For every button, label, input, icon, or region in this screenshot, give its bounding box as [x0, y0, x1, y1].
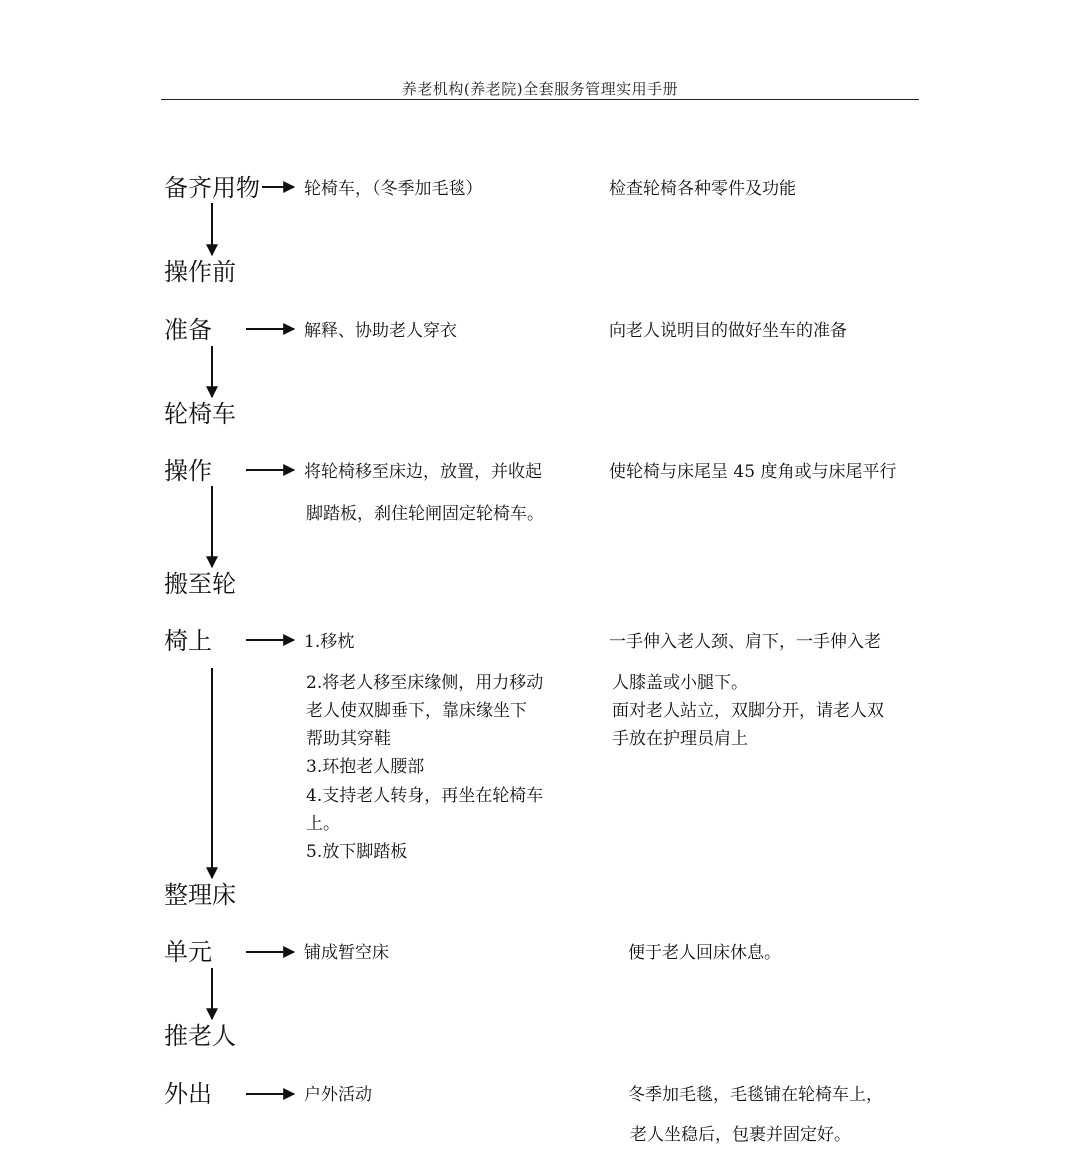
- step-gather-items: 备齐用物: [164, 174, 260, 202]
- note-winter-line-1: 冬季加毛毯，毛毯铺在轮椅车上，: [628, 1085, 883, 1105]
- transfer-step-4-cont: 上。: [306, 814, 340, 834]
- note-transfer-line: 面对老人站立，双脚分开，请老人双: [612, 701, 884, 721]
- transfer-step-4: 4.支持老人转身，再坐在轮椅车: [306, 786, 544, 806]
- note-inform: 向老人说明目的做好坐车的准备: [609, 321, 847, 341]
- step-move-to: 搬至轮: [164, 570, 236, 598]
- step-push-elder: 推老人: [164, 1022, 236, 1050]
- transfer-step-2: 2.将老人移至床缘侧，用力移动: [306, 673, 544, 693]
- note-winter-line-2: 老人坐稳后，包裹并固定好。: [630, 1125, 851, 1145]
- action-position-line-2: 脚踏板，刹住轮闸固定轮椅车。: [306, 504, 544, 524]
- note-check: 检查轮椅各种零件及功能: [609, 179, 796, 199]
- transfer-step-5: 5.放下脚踏板: [306, 842, 408, 862]
- action-make-bed: 铺成暂空床: [304, 943, 389, 963]
- step-go-out: 外出: [164, 1080, 212, 1108]
- note-transfer-line: 人膝盖或小腿下。: [612, 673, 748, 693]
- note-angle: 使轮椅与床尾呈 45 度角或与床尾平行: [609, 462, 897, 482]
- action-outing: 户外活动: [304, 1085, 372, 1105]
- step-unit: 单元: [164, 938, 212, 966]
- step-onto-chair: 椅上: [164, 627, 212, 655]
- action-explain: 解释、协助老人穿衣: [304, 321, 457, 341]
- transfer-step-3: 3.环抱老人腰部: [306, 757, 425, 777]
- note-transfer-line: 一手伸入老人颈、肩下，一手伸入老: [609, 632, 881, 652]
- header-title: 养老机构(养老院)全套服务管理实用手册: [401, 80, 679, 98]
- transfer-step-2-cont: 帮助其穿鞋: [306, 729, 391, 749]
- step-before-operation: 操作前: [164, 258, 236, 286]
- step-operate: 操作: [164, 457, 212, 485]
- transfer-step-2-cont: 老人使双脚垂下，靠床缘坐下: [306, 701, 527, 721]
- note-rest: 便于老人回床休息。: [628, 943, 781, 963]
- action-position-line-1: 将轮椅移至床边，放置，并收起: [304, 462, 542, 482]
- action-prepare-items: 轮椅车，（冬季加毛毯）: [304, 179, 483, 199]
- note-transfer-line: 手放在护理员肩上: [612, 729, 748, 749]
- step-prepare: 准备: [164, 316, 212, 344]
- step-tidy-bed: 整理床: [164, 881, 236, 909]
- step-wheelchair: 轮椅车: [164, 400, 236, 428]
- transfer-step-1: 1.移枕: [304, 632, 355, 652]
